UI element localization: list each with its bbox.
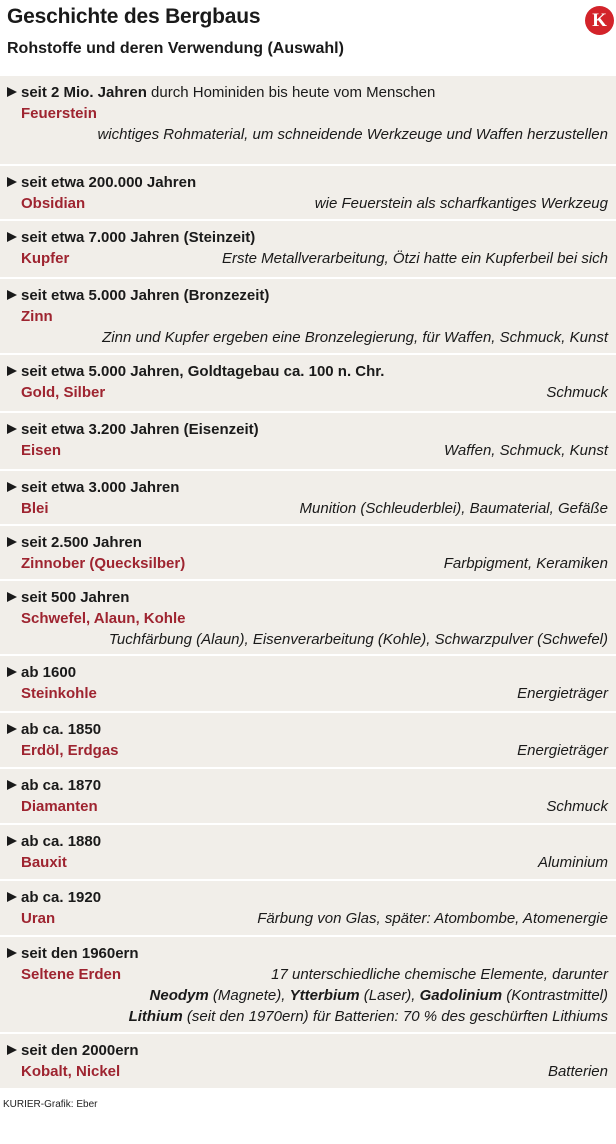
material-label: Bauxit (21, 854, 67, 871)
period-label: ab ca. 1920 (21, 889, 102, 906)
usage-text: Erste Metallverarbeitung, Ötzi hatte ein Kupferbeil bei sich (221, 250, 608, 267)
period-suffix: durch Hominiden bis heute vom Menschen (146, 84, 436, 101)
material-label: Eisen (21, 442, 62, 459)
usage-text-line3: Lithium (seit den 1970ern) für Batterien: 70 % des geschürften Lithiums (128, 1008, 608, 1025)
period-label: seit etwa 200.000 Jahren (21, 174, 197, 191)
material-label: Obsidian (21, 195, 86, 212)
page-subtitle: Rohstoffe und deren Verwendung (Auswahl) (7, 40, 344, 57)
arrow-right-icon (7, 424, 17, 434)
list-item (0, 1034, 616, 1090)
arrow-right-icon (7, 724, 17, 734)
period-label: ab ca. 1880 (21, 833, 102, 850)
material-label: Steinkohle (21, 685, 97, 702)
material-label: Zinn (21, 308, 53, 325)
list-item (0, 713, 616, 769)
list-item (0, 471, 616, 526)
timeline-list (0, 76, 616, 1090)
material-label: Zinnober (Quecksilber) (21, 555, 186, 572)
arrow-right-icon (7, 366, 17, 376)
arrow-right-icon (7, 177, 17, 187)
list-item (0, 76, 616, 166)
usage-text: wie Feuerstein als scharfkantiges Werkzeug (314, 195, 608, 212)
material-label: Uran (21, 910, 56, 927)
period-label: seit etwa 7.000 Jahren (Steinzeit) (21, 229, 256, 246)
period-label: seit den 2000ern (21, 1042, 139, 1059)
arrow-right-icon (7, 482, 17, 492)
arrow-right-icon (7, 537, 17, 547)
usage-text: Energieträger (517, 742, 608, 759)
header (0, 0, 616, 70)
usage-text: 17 unterschiedliche chemische Elemente, darunter (271, 966, 608, 983)
period-label: ab ca. 1870 (21, 777, 102, 794)
usage-text: Schmuck (546, 384, 608, 401)
usage-text: wichtiges Rohmaterial, um schneidende Werkzeuge und Waffen herzustellen (97, 126, 608, 143)
arrow-right-icon (7, 87, 17, 97)
period-label: seit 2 Mio. Jahren (21, 84, 147, 101)
element-lithium: Lithium (128, 1008, 183, 1025)
list-item (0, 279, 616, 355)
material-label: Erdöl, Erdgas (21, 742, 119, 759)
usage-text: Farbpigment, Keramiken (443, 555, 608, 572)
period-label: seit 500 Jahren (21, 589, 130, 606)
period-label: seit etwa 5.000 Jahren (Bronzezeit) (21, 287, 270, 304)
material-label: Seltene Erden (21, 966, 122, 983)
arrow-right-icon (7, 780, 17, 790)
period-label: seit den 1960ern (21, 945, 139, 962)
page-title: Geschichte des Bergbaus (7, 5, 261, 28)
list-item (0, 769, 616, 825)
credit-footer: KURIER-Grafik: Eber (3, 1099, 98, 1110)
list-item (0, 825, 616, 881)
list-item (0, 166, 616, 221)
period-label: ab ca. 1850 (21, 721, 102, 738)
usage-text: Färbung von Glas, später: Atombombe, Atomenergie (257, 910, 608, 927)
element-gadolinium: Gadolinium (419, 987, 503, 1004)
list-item (0, 413, 616, 471)
list-item (0, 526, 616, 581)
arrow-right-icon (7, 667, 17, 677)
material-label: Diamanten (21, 798, 98, 815)
material-label: Feuerstein (21, 105, 97, 122)
usage-text: Schmuck (546, 798, 608, 815)
period-label: seit etwa 5.000 Jahren, Goldtagebau ca. 100 n. Chr. (21, 363, 385, 380)
element-neodym: Neodym (149, 987, 209, 1004)
arrow-right-icon (7, 232, 17, 242)
list-item (0, 937, 616, 1034)
list-item (0, 881, 616, 937)
period-label: seit etwa 3.000 Jahren (21, 479, 180, 496)
material-label: Schwefel, Alaun, Kohle (21, 610, 186, 627)
usage-text: Munition (Schleuderblei), Baumaterial, Gefäße (299, 500, 608, 517)
arrow-right-icon (7, 1045, 17, 1055)
arrow-right-icon (7, 948, 17, 958)
usage-text: Batterien (547, 1063, 608, 1080)
arrow-right-icon (7, 592, 17, 602)
element-ytterbium: Ytterbium (289, 987, 360, 1004)
period-label: ab 1600 (21, 664, 77, 681)
list-item (0, 221, 616, 279)
material-label: Kupfer (21, 250, 70, 267)
kurier-logo: K (585, 6, 614, 35)
period-label: seit etwa 3.200 Jahren (Eisenzeit) (21, 421, 259, 438)
arrow-right-icon (7, 290, 17, 300)
arrow-right-icon (7, 836, 17, 846)
material-label: Blei (21, 500, 49, 517)
material-label: Gold, Silber (21, 384, 106, 401)
usage-text: Zinn und Kupfer ergeben eine Bronzelegierung, für Waffen, Schmuck, Kunst (102, 329, 608, 346)
usage-text: Tuchfärbung (Alaun), Eisenverarbeitung (Kohle), Schwarzpulver (Schwefel) (108, 631, 608, 648)
list-item (0, 355, 616, 413)
list-item (0, 581, 616, 656)
period-label: seit 2.500 Jahren (21, 534, 142, 551)
usage-text: Aluminium (537, 854, 608, 871)
usage-text: Energieträger (517, 685, 608, 702)
list-item (0, 656, 616, 713)
arrow-right-icon (7, 892, 17, 902)
usage-text: Waffen, Schmuck, Kunst (444, 442, 608, 459)
usage-text-line2: Neodym (Magnete), Ytterbium (Laser), Gadolinium (Kontrastmittel) (149, 987, 608, 1004)
material-label: Kobalt, Nickel (21, 1063, 121, 1080)
